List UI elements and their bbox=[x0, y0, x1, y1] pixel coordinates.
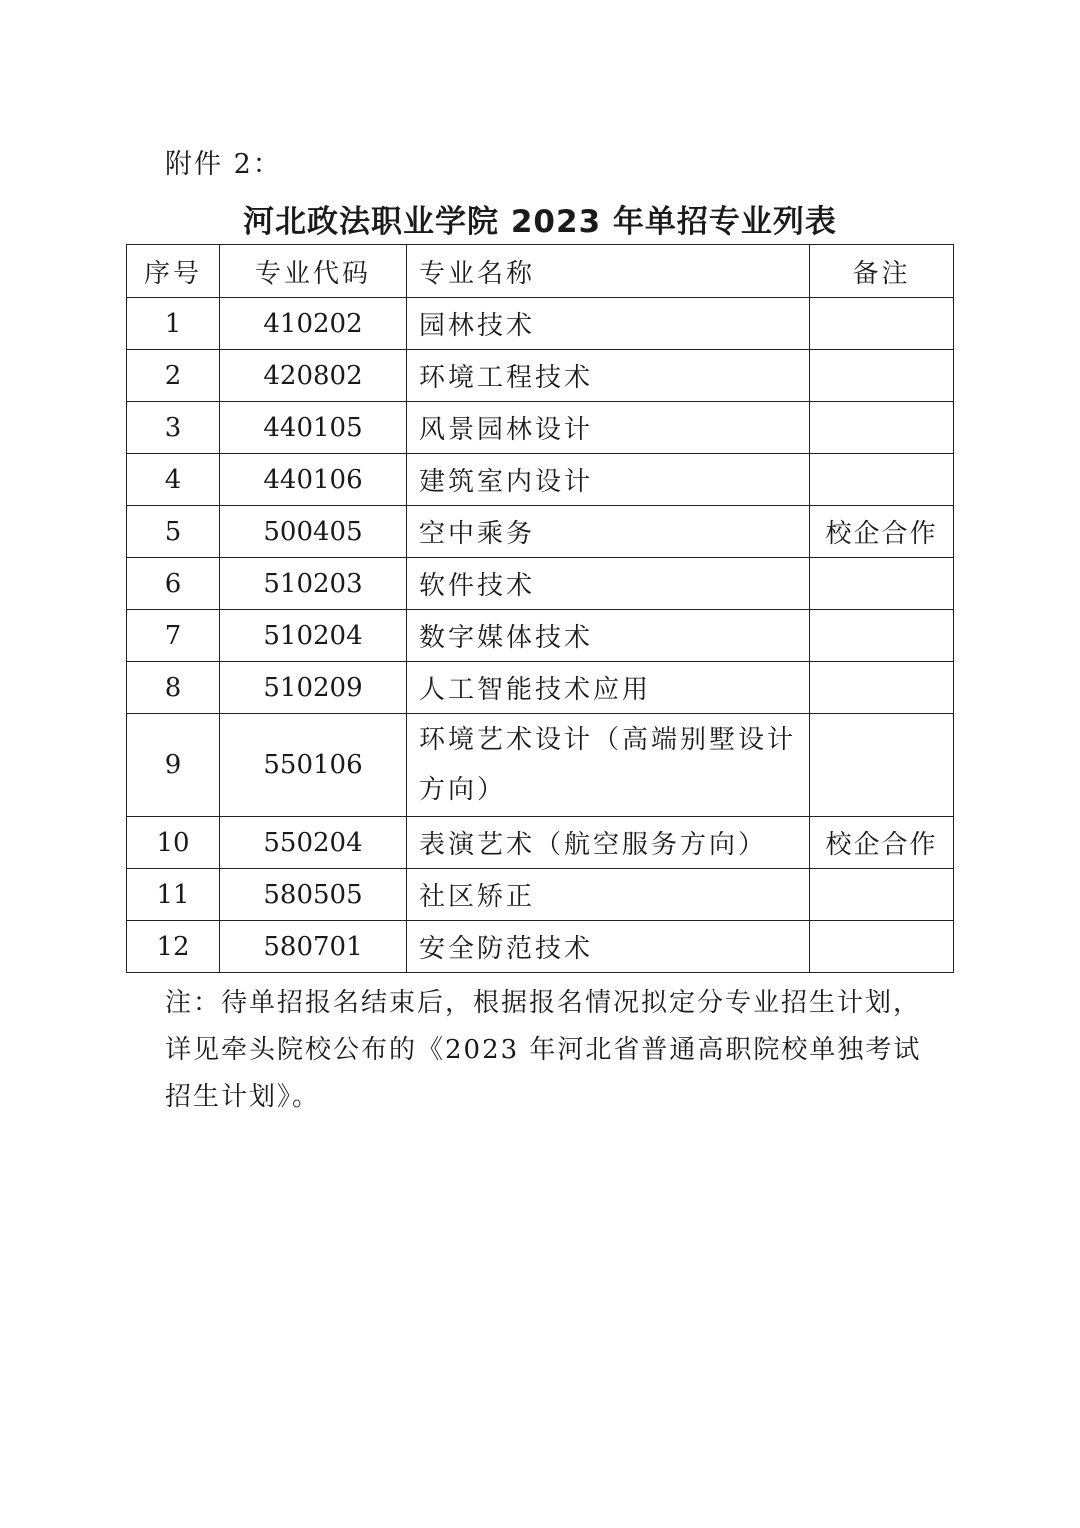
table-row bbox=[127, 921, 954, 973]
table-row bbox=[127, 350, 954, 402]
cell-note bbox=[810, 921, 954, 973]
cell-no: 6 bbox=[127, 558, 220, 610]
cell-name: 表演艺术（航空服务方向） bbox=[407, 817, 810, 869]
table-row bbox=[127, 298, 954, 350]
cell-code: 580505 bbox=[220, 869, 407, 921]
cell-name: 安全防范技术 bbox=[407, 921, 810, 973]
cell-name: 数字媒体技术 bbox=[407, 610, 810, 662]
cell-name: 社区矫正 bbox=[407, 869, 810, 921]
cell-code: 580701 bbox=[220, 921, 407, 973]
cell-no: 7 bbox=[127, 610, 220, 662]
cell-note bbox=[810, 454, 954, 506]
cell-no: 5 bbox=[127, 506, 220, 558]
cell-note bbox=[810, 610, 954, 662]
cell-no: 10 bbox=[127, 817, 220, 869]
cell-no: 2 bbox=[127, 350, 220, 402]
cell-no: 9 bbox=[127, 714, 220, 817]
cell-no: 3 bbox=[127, 402, 220, 454]
table-row bbox=[127, 506, 954, 558]
cell-code: 550204 bbox=[220, 817, 407, 869]
cell-name: 人工智能技术应用 bbox=[407, 662, 810, 714]
cell-name: 风景园林设计 bbox=[407, 402, 810, 454]
header-name: 专业名称 bbox=[407, 245, 810, 298]
table-header-row bbox=[127, 245, 954, 298]
table-row bbox=[127, 402, 954, 454]
cell-no: 1 bbox=[127, 298, 220, 350]
table-row bbox=[127, 662, 954, 714]
cell-name: 建筑室内设计 bbox=[407, 454, 810, 506]
cell-note bbox=[810, 714, 954, 817]
cell-note bbox=[810, 402, 954, 454]
footnote: 注：待单招报名结束后，根据报名情况拟定分专业招生计划，详见牵头院校公布的《2023 年河北省普通高职院校单独考试招生计划》。 bbox=[165, 988, 922, 1112]
cell-no: 8 bbox=[127, 662, 220, 714]
table-row bbox=[127, 817, 954, 869]
header-code: 专业代码 bbox=[220, 245, 407, 298]
table-row bbox=[127, 869, 954, 921]
cell-note: 校企合作 bbox=[810, 506, 954, 558]
majors-table bbox=[126, 244, 954, 973]
cell-no: 11 bbox=[127, 869, 220, 921]
cell-note bbox=[810, 662, 954, 714]
cell-code: 510203 bbox=[220, 558, 407, 610]
table-row bbox=[127, 610, 954, 662]
cell-code: 420802 bbox=[220, 350, 407, 402]
cell-code: 550106 bbox=[220, 714, 407, 817]
cell-code: 510204 bbox=[220, 610, 407, 662]
cell-name: 园林技术 bbox=[407, 298, 810, 350]
cell-note bbox=[810, 558, 954, 610]
cell-no: 12 bbox=[127, 921, 220, 973]
cell-name: 软件技术 bbox=[407, 558, 810, 610]
attachment-label: 附件 2： bbox=[165, 149, 282, 180]
cell-code: 440106 bbox=[220, 454, 407, 506]
cell-code: 410202 bbox=[220, 298, 407, 350]
cell-note bbox=[810, 298, 954, 350]
table-row bbox=[127, 454, 954, 506]
cell-code: 500405 bbox=[220, 506, 407, 558]
cell-name: 空中乘务 bbox=[407, 506, 810, 558]
header-no: 序号 bbox=[127, 245, 220, 298]
cell-name: 环境艺术设计（高端别墅设计方向） bbox=[407, 714, 810, 817]
table-row bbox=[127, 714, 954, 817]
cell-no: 4 bbox=[127, 454, 220, 506]
header-note: 备注 bbox=[810, 245, 954, 298]
cell-code: 510209 bbox=[220, 662, 407, 714]
cell-note bbox=[810, 869, 954, 921]
table-row bbox=[127, 558, 954, 610]
cell-code: 440105 bbox=[220, 402, 407, 454]
cell-note bbox=[810, 350, 954, 402]
document-title: 河北政法职业学院 2023 年单招专业列表 bbox=[243, 204, 837, 240]
cell-note: 校企合作 bbox=[810, 817, 954, 869]
cell-name: 环境工程技术 bbox=[407, 350, 810, 402]
